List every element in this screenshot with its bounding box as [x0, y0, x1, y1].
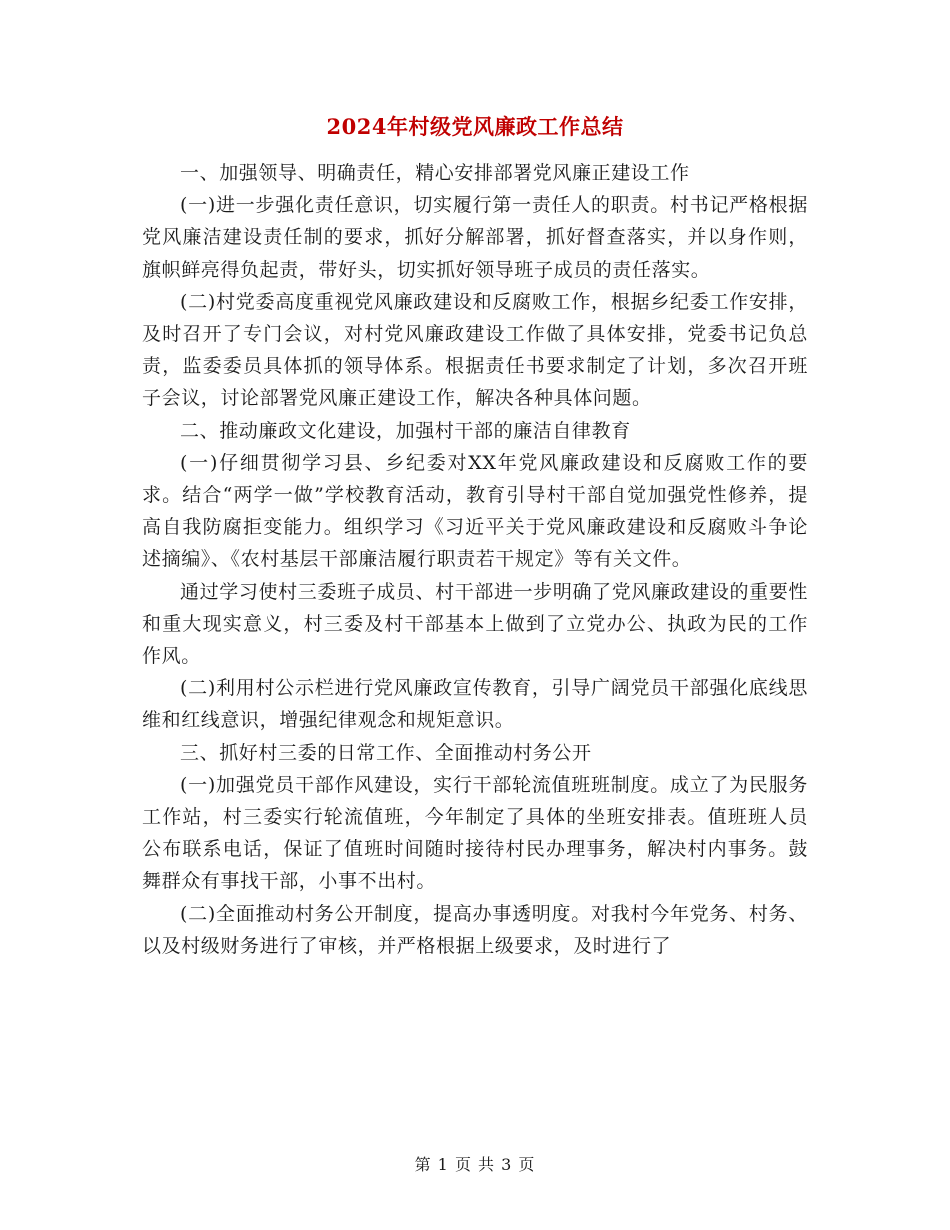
paragraph: (一)仔细贯彻学习县、乡纪委对XX年党风廉政建设和反腐败工作的要求。结合“两学一做”学校教育活动，教育引导村干部自觉加强党性修养，提高自我防腐拒变能力。组织学习《习近平关于党风廉政建设和反腐败斗争论述摘编》、《农村基层干部廉洁履行职责若干规定》等有关文件。 — [142, 451, 808, 571]
document-body — [142, 157, 808, 962]
paragraph: (二)全面推动村务公开制度，提高办事透明度。对我村今年党务、村务、以及村级财务进行了审核，并严格根据上级要求，及时进行了 — [142, 902, 808, 957]
section-heading-2: 二、推动廉政文化建设，加强村干部的廉洁自律教育 — [180, 419, 631, 442]
paragraph: (一)加强党员干部作风建设，实行干部轮流值班班制度。成立了为民服务工作站，村三委实行轮流值班，今年制定了具体的坐班安排表。值班班人员公布联系电话，保证了值班时间随时接待村民办理事务，解决村内事务。鼓舞群众有事找干部，小事不出村。 — [142, 773, 808, 893]
paragraph: 通过学习使村三委班子成员、村干部进一步明确了党风廉政建设的重要性和重大现实意义，村三委及村干部基本上做到了立党办公、执政为民的工作作风。 — [142, 580, 808, 668]
paragraph: (一)进一步强化责任意识，切实履行第一责任人的职责。村书记严格根据党风廉洁建设责任制的要求，抓好分解部署，抓好督查落实，并以身作则，旗帜鲜亮得负起责，带好头，切实抓好领导班子成员的责任落实。 — [142, 194, 808, 281]
document-title: 2024年村级党风廉政工作总结 — [326, 114, 624, 139]
section-heading-3: 三、抓好村三委的日常工作、全面推动村务公开 — [180, 741, 592, 764]
page-number-footer: 第 1 页 共 3 页 — [414, 1155, 536, 1174]
section-heading-1: 一、加强领导、明确责任，精心安排部署党风廉正建设工作 — [180, 162, 690, 184]
paragraph: (二)村党委高度重视党风廉政建设和反腐败工作，根据乡纪委工作安排，及时召开了专门会议，对村党风廉政建设工作做了具体安排，党委书记负总责，监委委员具体抓的领导体系。根据责任书要求制定了计划，多次召开班子会议，讨论部署党风廉正建设工作，解决各种具体问题。 — [142, 290, 808, 410]
paragraph: (二)利用村公示栏进行党风廉政宣传教育，引导广阔党员干部强化底线思维和红线意识，增强纪律观念和规矩意识。 — [142, 677, 808, 732]
